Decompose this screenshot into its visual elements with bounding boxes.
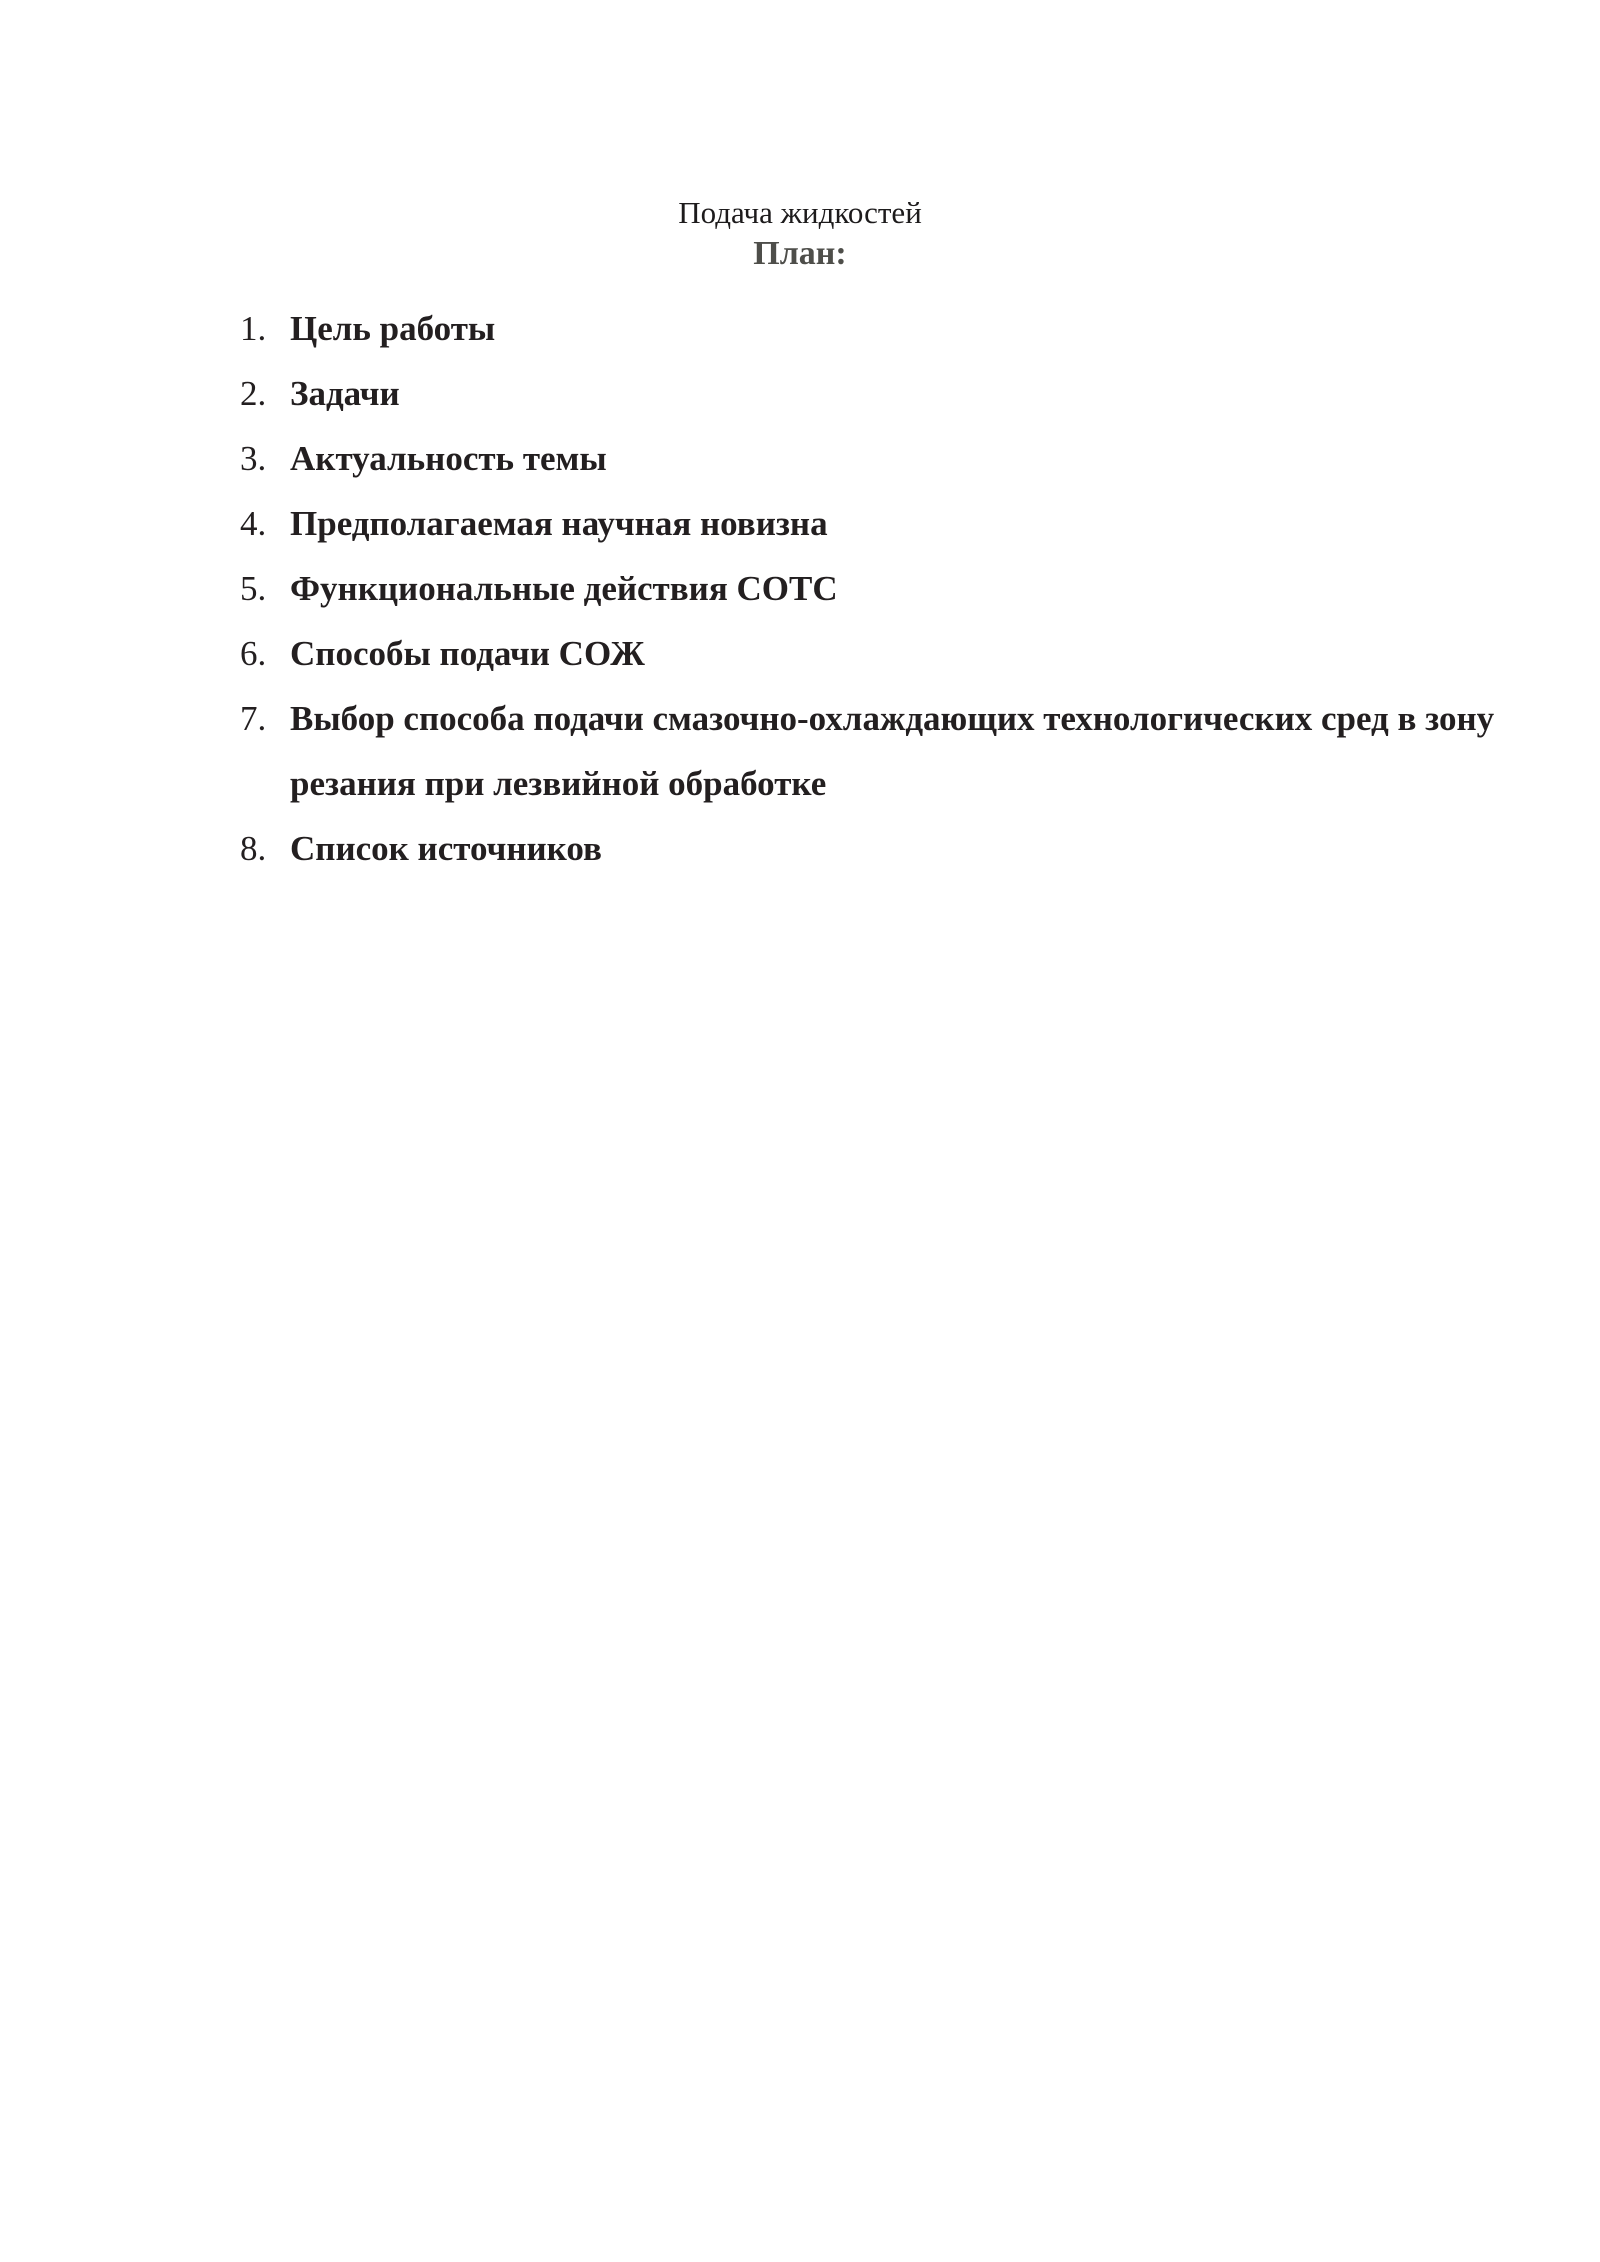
list-item-text: Актуальность темы — [290, 439, 607, 478]
list-item-number: 3. — [240, 439, 267, 478]
list-item-number: 5. — [240, 569, 267, 608]
list-item — [240, 296, 1500, 361]
list-item-number: 8. — [240, 829, 267, 868]
list-item-text: Задачи — [290, 374, 400, 413]
list-item-text: Список источников — [290, 829, 602, 868]
list-item-text: Выбор способа подачи смазочно-охлаждающих технологических сред в зону резания при лезвийной обработке — [290, 699, 1495, 803]
list-item-number: 7. — [240, 699, 267, 738]
list-item-text: Цель работы — [290, 309, 496, 348]
list-item — [240, 686, 1500, 816]
list-item — [240, 621, 1500, 686]
plan-list — [240, 296, 1500, 881]
list-item-number: 4. — [240, 504, 267, 543]
list-item-text: Функциональные действия СОТС — [290, 569, 838, 608]
list-item — [240, 816, 1500, 881]
list-item-text: Способы подачи СОЖ — [290, 634, 645, 673]
list-item — [240, 491, 1500, 556]
list-item-text: Предполагаемая научная новизна — [290, 504, 828, 543]
list-item-number: 2. — [240, 374, 267, 413]
plan-heading: План: — [753, 235, 847, 272]
list-item — [240, 426, 1500, 491]
document-title: Подача жидкостей — [678, 195, 922, 230]
list-item-number: 1. — [240, 309, 267, 348]
list-item — [240, 556, 1500, 621]
list-item — [240, 361, 1500, 426]
list-item-number: 6. — [240, 634, 267, 673]
